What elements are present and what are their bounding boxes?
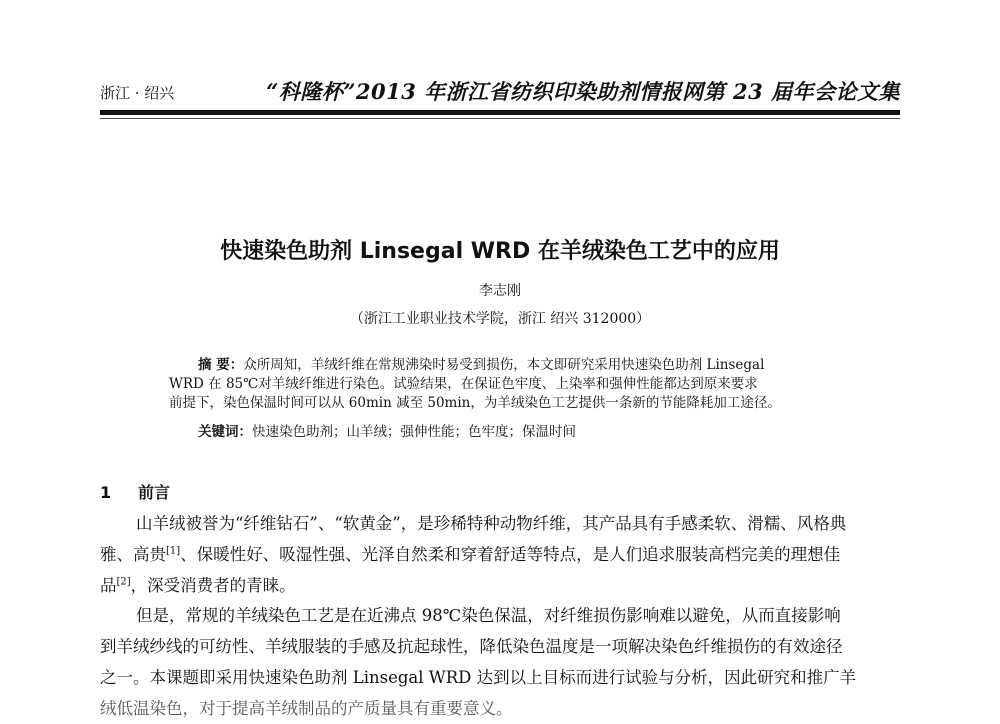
abstract-line <box>169 356 833 375</box>
paragraph-1 <box>100 508 900 601</box>
header-rule-thick <box>100 110 900 115</box>
keywords-label: 关键词： <box>198 424 252 440</box>
text-run: 品 <box>100 576 117 595</box>
abstract-text-1: 众所周知，羊绒纤维在常规沸染时易受到损伤，本文即研究采用快速染色助剂 Linsegal <box>243 357 765 373</box>
section-heading <box>100 480 170 503</box>
paragraph-line <box>100 570 900 601</box>
paragraph-line: 但是，常规的羊绒染色工艺是在近沸点 98℃染色保温，对纤维损伤影响难以避免，从而直接影响 <box>136 606 841 625</box>
abstract-text-3: 前提下，染色保温时间可以从 60min 减至 50min，为羊绒染色工艺提供一条新的节能降耗加工途径。 <box>169 395 781 411</box>
citation-ref: [2] <box>116 576 131 588</box>
abstract <box>169 356 833 413</box>
text-run: 雅、高贵 <box>100 545 166 564</box>
article-author: 李志刚 <box>479 283 521 299</box>
keywords <box>198 420 576 440</box>
paragraph-line: 绒低温染色，对于提高羊绒制品的产质量具有重要意义。 <box>100 699 513 718</box>
abstract-text-2: WRD 在 85℃对羊绒纤维进行染色。试验结果，在保证色牢度、上染率和强伸性能都达到原来要求 <box>169 376 758 392</box>
paragraph-line: 到羊绒纱线的可纺性、羊绒服装的手感及抗起球性，降低染色温度是一项解决染色纤维损伤的有效途径 <box>100 637 843 656</box>
paragraph-line <box>100 539 900 570</box>
paragraph-line: 山羊绒被誉为“纤维钻石”、“软黄金”，是珍稀特种动物纤维，其产品具有手感柔软、滑糯、风格典 <box>136 514 847 533</box>
section-number: 1 <box>100 483 112 502</box>
header-proceedings-title: “科隆杯”2013 年浙江省纺织印染助剂情报网第 23 届年会论文集 <box>266 79 900 104</box>
header-rule-thin <box>100 118 900 119</box>
section-title: 前言 <box>138 483 171 502</box>
running-header <box>100 72 900 112</box>
paragraph-2 <box>100 600 900 724</box>
abstract-label: 摘 要： <box>198 357 244 373</box>
keywords-text: 快速染色助剂；山羊绒；强伸性能；色牢度；保温时间 <box>252 424 576 440</box>
text-run: 、保暖性好、吸湿性强、光泽自然柔和穿着舒适等特点，是人们追求服装高档完美的理想佳 <box>180 545 841 564</box>
citation-ref: [1] <box>166 545 181 557</box>
paragraph-line: 之一。本课题即采用快速染色助剂 Linsegal WRD 达到以上目标而进行试验与分析，因此研究和推广羊 <box>100 668 857 687</box>
article-affiliation: （浙江工业职业技术学院，浙江 绍兴 312000） <box>349 311 651 327</box>
header-location: 浙江 · 绍兴 <box>100 84 175 102</box>
article-title: 快速染色助剂 Linsegal WRD 在羊绒染色工艺中的应用 <box>220 239 780 264</box>
text-run: ，深受消费者的青睐。 <box>130 576 296 595</box>
